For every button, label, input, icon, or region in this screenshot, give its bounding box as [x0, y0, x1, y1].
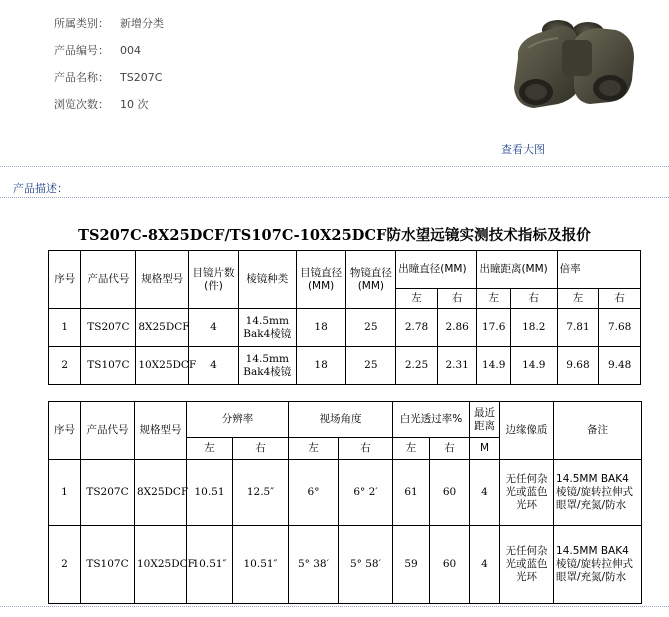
- header-right: 右: [233, 438, 289, 460]
- cell-transmit-right: 60: [430, 526, 470, 604]
- cell-fov-right: 6° 2′: [339, 460, 393, 526]
- cell-note: 14.5MM BAK4棱镜/旋转拉伸式眼罩/充氮/防水: [554, 526, 642, 604]
- spec-table-optics: [48, 250, 641, 385]
- cell-model: 10X25DCF: [135, 526, 187, 604]
- cell-prism: 14.5mm Bak4棱镜: [238, 309, 296, 347]
- cell-code: TS207C: [81, 309, 136, 347]
- cell-pupil-left: 2.78: [396, 309, 438, 347]
- header-code: 产品代号: [81, 251, 136, 309]
- cell-pupil-right: 2.31: [437, 347, 477, 385]
- cell-fov-left: 6°: [289, 460, 339, 526]
- name-label: 产品名称：: [54, 71, 109, 84]
- spec-document-title: TS207C-8X25DCF/TS107C-10X25DCF防水望远镜实测技术指标及报价: [78, 227, 591, 244]
- info-code-row: [54, 42, 164, 69]
- info-name-row: [54, 69, 164, 96]
- cell-fov-left: 5° 38′: [289, 526, 339, 604]
- cell-code: TS207C: [81, 460, 135, 526]
- cell-dist-left: 17.6: [477, 309, 511, 347]
- cell-transmit-left: 61: [393, 460, 430, 526]
- view-large-image-link[interactable]: 查看大图: [501, 143, 545, 156]
- header-lens-count: 目镜片数(件): [189, 251, 239, 309]
- header-model: 规格型号: [136, 251, 189, 309]
- header-objective-diameter: 物镜直径(MM): [346, 251, 396, 309]
- cell-min-distance: 4: [470, 526, 500, 604]
- cell-mag-left: 9.68: [557, 347, 599, 385]
- product-thumbnail[interactable]: [500, 8, 640, 128]
- cell-fov-right: 5° 58′: [339, 526, 393, 604]
- header-left: 左: [393, 438, 430, 460]
- spec-table-performance: [48, 401, 642, 604]
- cell-seq: 2: [49, 526, 81, 604]
- code-value: 004: [120, 44, 141, 57]
- header-exit-distance: 出瞳距离(MM): [477, 251, 557, 289]
- info-views-row: [54, 96, 164, 123]
- header-edge-quality: 边缘像质: [500, 402, 554, 460]
- header-left: 左: [396, 289, 438, 309]
- cell-model: 8X25DCF: [135, 460, 187, 526]
- cell-edge-quality: 无任何杂光或蓝色光环: [500, 460, 554, 526]
- cell-obj: 25: [346, 347, 396, 385]
- header-eyepiece-diameter: 目镜直径(MM): [296, 251, 346, 309]
- cell-model: 8X25DCF: [136, 309, 189, 347]
- cell-min-distance: 4: [470, 460, 500, 526]
- cell-transmit-left: 59: [393, 526, 430, 604]
- cell-res-left: 10.51: [187, 460, 233, 526]
- cell-dist-left: 14.9: [477, 347, 511, 385]
- table-row: [49, 526, 642, 604]
- header-note: 备注: [554, 402, 642, 460]
- header-field-of-view: 视场角度: [289, 402, 393, 438]
- cell-seq: 2: [49, 347, 81, 385]
- cell-pupil-left: 2.25: [396, 347, 438, 385]
- cell-code: TS107C: [81, 347, 136, 385]
- cell-res-right: 10.51″: [233, 526, 289, 604]
- header-right: 右: [430, 438, 470, 460]
- cell-transmit-right: 60: [430, 460, 470, 526]
- table-row: [49, 347, 641, 385]
- product-description-label: 产品描述：: [13, 182, 68, 195]
- cell-code: TS107C: [81, 526, 135, 604]
- header-left: 左: [557, 289, 599, 309]
- header-right: 右: [599, 289, 641, 309]
- header-magnification: 倍率: [557, 251, 640, 289]
- header-left: 左: [289, 438, 339, 460]
- cell-lens: 4: [189, 309, 239, 347]
- header-resolution: 分辨率: [187, 402, 289, 438]
- header-right: 右: [339, 438, 393, 460]
- divider: [0, 606, 669, 607]
- name-value: TS207C: [120, 71, 163, 84]
- header-min-distance: 最近距离: [470, 402, 500, 438]
- views-label: 浏览次数：: [54, 98, 109, 111]
- binocular-icon: [500, 8, 640, 128]
- cell-pupil-right: 2.86: [437, 309, 477, 347]
- header-code: 产品代号: [81, 402, 135, 460]
- cell-mag-right: 7.68: [599, 309, 641, 347]
- category-label: 所属类别：: [54, 17, 109, 30]
- cell-res-right: 12.5″: [233, 460, 289, 526]
- cell-seq: 1: [49, 460, 81, 526]
- cell-model: 10X25DCF: [136, 347, 189, 385]
- header-right: 右: [510, 289, 557, 309]
- header-seq: 序号: [49, 251, 81, 309]
- cell-dist-right: 14.9: [510, 347, 557, 385]
- cell-prism: 14.5mm Bak4棱镜: [238, 347, 296, 385]
- info-category-row: [54, 15, 164, 42]
- product-info: [54, 15, 164, 123]
- cell-seq: 1: [49, 309, 81, 347]
- table-row: [49, 460, 642, 526]
- code-label: 产品编号：: [54, 44, 109, 57]
- cell-mag-right: 9.48: [599, 347, 641, 385]
- cell-lens: 4: [189, 347, 239, 385]
- cell-eye: 18: [296, 347, 346, 385]
- cell-eye: 18: [296, 309, 346, 347]
- divider: [0, 166, 669, 168]
- table-row: [49, 309, 641, 347]
- cell-dist-right: 18.2: [510, 309, 557, 347]
- header-left: 左: [187, 438, 233, 460]
- cell-res-left: 10.51″: [187, 526, 233, 604]
- cell-note: 14.5MM BAK4棱镜/旋转拉伸式眼罩/充氮/防水: [554, 460, 642, 526]
- header-exit-pupil: 出瞳直径(MM): [396, 251, 477, 289]
- header-model: 规格型号: [135, 402, 187, 460]
- header-seq: 序号: [49, 402, 81, 460]
- views-value: 10 次: [120, 98, 149, 111]
- header-right: 右: [437, 289, 477, 309]
- header-prism: 棱镜种类: [238, 251, 296, 309]
- cell-mag-left: 7.81: [557, 309, 599, 347]
- cell-edge-quality: 无任何杂光或蓝色光环: [500, 526, 554, 604]
- header-transmittance: 白光透过率%: [393, 402, 470, 438]
- category-value: 新增分类: [120, 17, 164, 30]
- header-left: 左: [477, 289, 511, 309]
- cell-obj: 25: [346, 309, 396, 347]
- divider: [0, 197, 669, 199]
- header-min-distance-unit: M: [470, 438, 500, 460]
